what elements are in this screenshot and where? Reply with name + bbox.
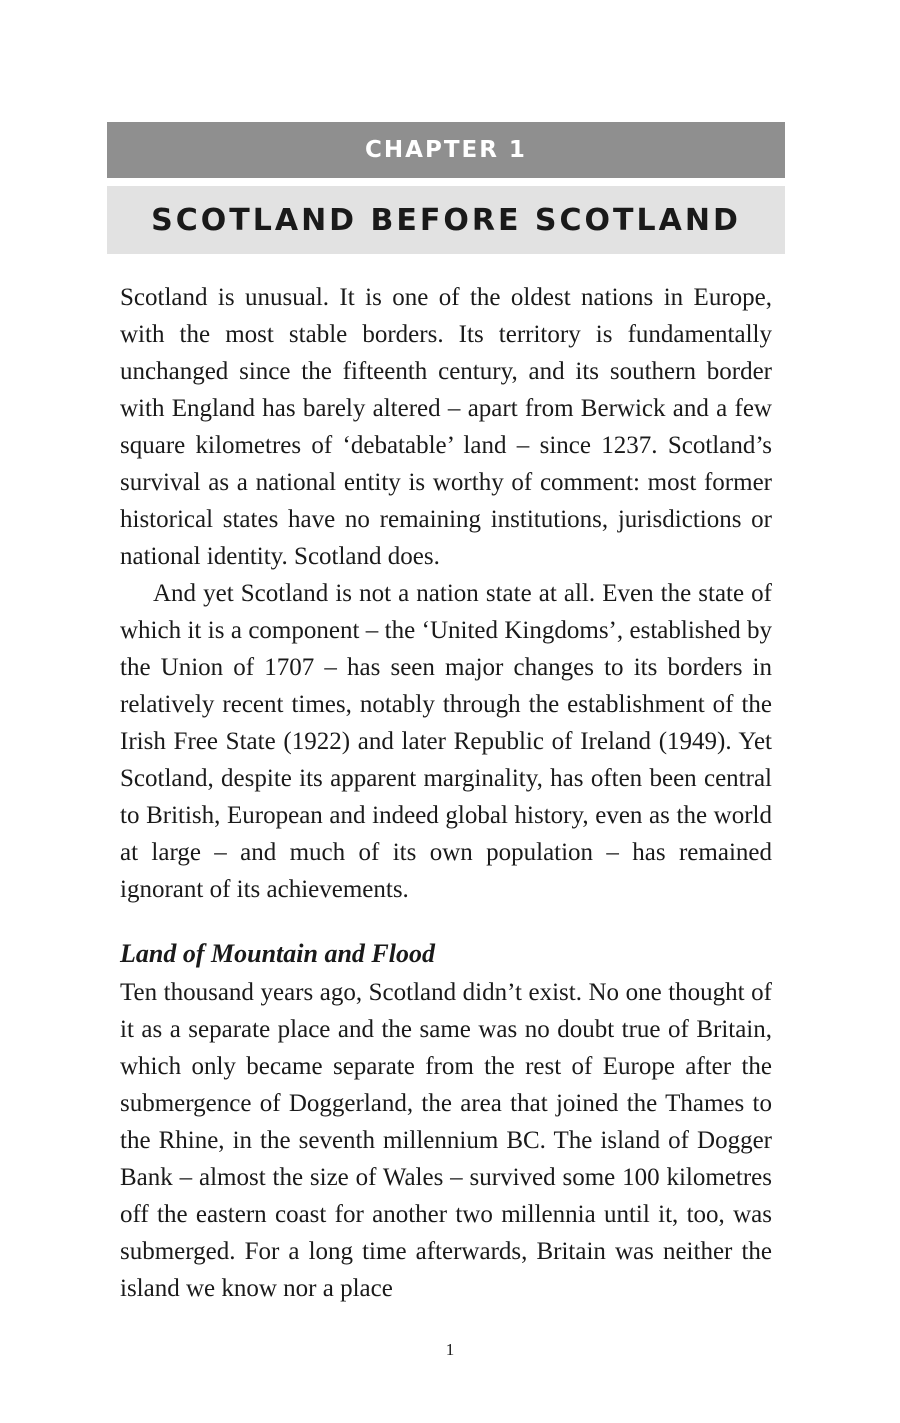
body-text xyxy=(120,279,772,1307)
section-heading: Land of Mountain and Flood xyxy=(120,939,435,968)
page-number: 1 xyxy=(445,1340,455,1359)
chapter-label-band xyxy=(107,122,785,178)
chapter-label: CHAPTER 1 xyxy=(365,137,527,163)
chapter-title-band xyxy=(107,186,785,254)
paragraph-1: Scotland is unusual. It is one of the oldest nations in Europe, with the most stable borders. Its territory is fundamentally unchanged since the fifteenth century, and its southern border with England has barely altered – apart from Berwick and a few square kilometres of ‘debatable’ land – since 1237. Scotland’s survival as a national entity is worthy of comment: most former historical states have no remaining institutions, jurisdictions or national identity. Scotland does. xyxy=(120,284,772,570)
paragraph-2: And yet Scotland is not a nation state at all. Even the state of which it is a component – the ‘United Kingdoms’, established by the Union of 1707 – has seen major changes to its borders in relatively recent times, notably through the establishment of the Irish Free State (1922) and later Republic of Ireland (1949). Yet Scotland, despite its apparent marginality, has often been central to British, European and indeed global history, even as the world at large – and much of its own population – has remained ignorant of its achievements. xyxy=(120,580,772,903)
section-paragraph: Ten thousand years ago, Scotland didn’t exist. No one thought of it as a separate place and the same was no doubt true of Britain, which only became separate from the rest of Europe after the submergence of Doggerland, the area that joined the Thames to the Rhine, in the seventh millennium BC. The island of Dogger Bank – almost the size of Wales – survived some 100 kilometres off the eastern coast for another two millennia until it, too, was submerged. For a long time afterwards, Britain was neither the island we know nor a place xyxy=(120,979,772,1302)
chapter-title: SCOTLAND BEFORE SCOTLAND xyxy=(151,202,741,238)
